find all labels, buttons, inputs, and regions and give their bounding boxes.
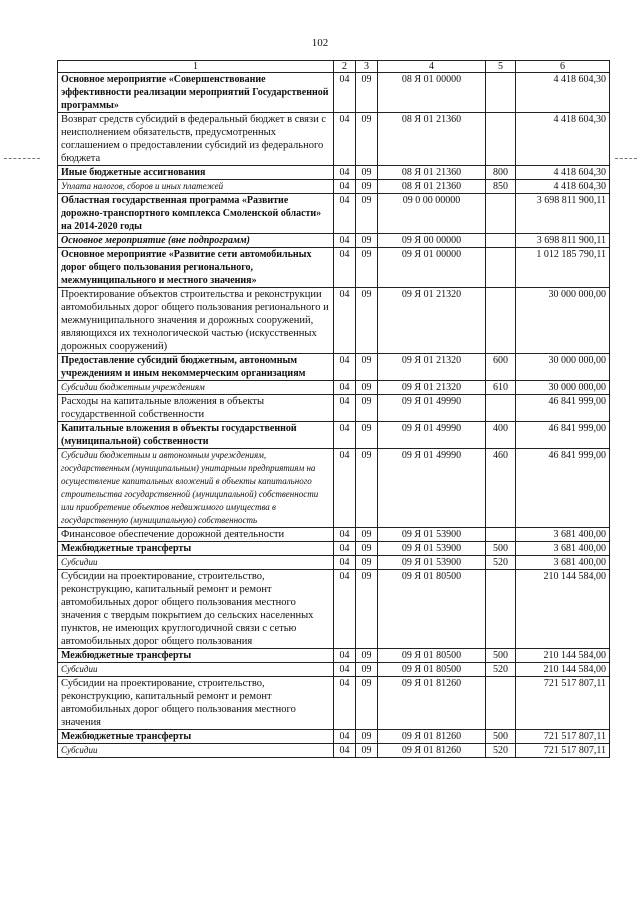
row-expense-type-cell [486,288,516,354]
row-target-code-cell: 09 Я 01 53900 [378,528,486,542]
row-subsection-cell: 09 [356,663,378,677]
left-edge-mark [4,158,40,159]
budget-table [57,60,610,758]
row-target-code-cell: 08 Я 01 21360 [378,180,486,194]
row-subsection-cell: 09 [356,234,378,248]
row-section-cell: 04 [334,194,356,234]
row-amount-cell: 30 000 000,00 [516,381,610,395]
table-row [58,663,610,677]
row-target-code-cell: 09 Я 01 21320 [378,354,486,381]
row-subsection-cell: 09 [356,570,378,649]
row-subsection-cell: 09 [356,113,378,166]
table-row [58,542,610,556]
row-target-code-cell: 09 Я 01 00000 [378,248,486,288]
row-target-code-cell: 09 Я 01 49990 [378,395,486,422]
row-section-cell: 04 [334,113,356,166]
row-amount-cell: 46 841 999,00 [516,449,610,528]
row-section-cell: 04 [334,248,356,288]
table-header-row [58,61,610,73]
row-name-cell: Расходы на капитальные вложения в объекты государственной собственности [58,395,334,422]
row-amount-cell: 210 144 584,00 [516,663,610,677]
row-section-cell: 04 [334,744,356,758]
row-target-code-cell: 09 Я 01 53900 [378,556,486,570]
row-name-cell: Основное мероприятие «Развитие сети автомобильных дорог общего пользования регионального, межмуниципального и местного значения» [58,248,334,288]
row-name-cell: Межбюджетные трансферты [58,730,334,744]
row-section-cell: 04 [334,166,356,180]
row-amount-cell: 3 681 400,00 [516,542,610,556]
header-cell: 1 [58,61,334,73]
table-row [58,354,610,381]
table-row [58,288,610,354]
row-subsection-cell: 09 [356,449,378,528]
row-name-cell: Областная государственная программа «Развитие дорожно-транспортного комплекса Смоленской области» на 2014-2020 годы [58,194,334,234]
row-name-cell: Субсидии на проектирование, строительство, реконструкцию, капитальный ремонт и ремонт автомобильных дорог общего пользования местного значения [58,677,334,730]
row-target-code-cell: 09 0 00 00000 [378,194,486,234]
row-target-code-cell: 09 Я 01 80500 [378,649,486,663]
row-expense-type-cell: 500 [486,542,516,556]
table-row [58,180,610,194]
row-subsection-cell: 09 [356,422,378,449]
table-row [58,744,610,758]
row-amount-cell: 1 012 185 790,11 [516,248,610,288]
row-amount-cell: 46 841 999,00 [516,422,610,449]
row-name-cell: Субсидии [58,744,334,758]
row-section-cell: 04 [334,234,356,248]
page-number: 102 [311,37,329,49]
table-row [58,73,610,113]
row-subsection-cell: 09 [356,730,378,744]
row-amount-cell: 210 144 584,00 [516,649,610,663]
row-subsection-cell: 09 [356,381,378,395]
row-target-code-cell: 09 Я 01 49990 [378,422,486,449]
table-row [58,395,610,422]
table-row [58,649,610,663]
table-row [58,234,610,248]
row-amount-cell: 4 418 604,30 [516,166,610,180]
row-expense-type-cell: 520 [486,556,516,570]
row-expense-type-cell [486,113,516,166]
row-amount-cell: 3 698 811 900,11 [516,234,610,248]
row-target-code-cell: 09 Я 01 53900 [378,542,486,556]
row-target-code-cell: 08 Я 01 21360 [378,113,486,166]
row-amount-cell: 30 000 000,00 [516,354,610,381]
row-expense-type-cell: 460 [486,449,516,528]
row-name-cell: Иные бюджетные ассигнования [58,166,334,180]
row-target-code-cell: 08 Я 01 21360 [378,166,486,180]
row-amount-cell: 4 418 604,30 [516,113,610,166]
row-name-cell: Финансовое обеспечение дорожной деятельности [58,528,334,542]
row-amount-cell: 3 681 400,00 [516,528,610,542]
table-row [58,194,610,234]
row-subsection-cell: 09 [356,649,378,663]
table-row [58,381,610,395]
table-row [58,570,610,649]
header-cell: 2 [334,61,356,73]
row-expense-type-cell: 400 [486,422,516,449]
header-cell: 4 [378,61,486,73]
row-expense-type-cell [486,570,516,649]
row-target-code-cell: 09 Я 01 21320 [378,381,486,395]
table-row [58,677,610,730]
row-subsection-cell: 09 [356,180,378,194]
row-section-cell: 04 [334,556,356,570]
row-section-cell: 04 [334,663,356,677]
row-subsection-cell: 09 [356,542,378,556]
row-section-cell: 04 [334,288,356,354]
row-expense-type-cell: 520 [486,744,516,758]
header-cell: 5 [486,61,516,73]
row-subsection-cell: 09 [356,166,378,180]
row-expense-type-cell: 800 [486,166,516,180]
row-expense-type-cell [486,234,516,248]
table-row [58,528,610,542]
row-name-cell: Капитальные вложения в объекты государственной (муниципальной) собственности [58,422,334,449]
row-subsection-cell: 09 [356,395,378,422]
row-target-code-cell: 09 Я 01 49990 [378,449,486,528]
row-subsection-cell: 09 [356,73,378,113]
row-name-cell: Субсидии [58,556,334,570]
row-target-code-cell: 09 Я 00 00000 [378,234,486,248]
row-target-code-cell: 09 Я 01 80500 [378,663,486,677]
row-name-cell: Субсидии [58,663,334,677]
row-section-cell: 04 [334,395,356,422]
row-section-cell: 04 [334,730,356,744]
header-cell: 6 [516,61,610,73]
row-section-cell: 04 [334,570,356,649]
row-subsection-cell: 09 [356,194,378,234]
row-name-cell: Межбюджетные трансферты [58,542,334,556]
row-amount-cell: 721 517 807,11 [516,744,610,758]
table-body [58,73,610,758]
row-section-cell: 04 [334,180,356,194]
row-target-code-cell: 09 Я 01 21320 [378,288,486,354]
row-section-cell: 04 [334,354,356,381]
row-expense-type-cell: 500 [486,730,516,744]
row-expense-type-cell [486,73,516,113]
row-amount-cell: 721 517 807,11 [516,677,610,730]
row-expense-type-cell [486,248,516,288]
table-row [58,449,610,528]
row-amount-cell: 46 841 999,00 [516,395,610,422]
row-expense-type-cell: 520 [486,663,516,677]
row-expense-type-cell [486,395,516,422]
row-name-cell: Субсидии бюджетным и автономным учреждениям, государственным (муниципальным) унитарным предприятиям на осуществление капитальных вложений в объекты капитального строительства государственной (муниципальной) собственности или приобретение объектов недвижимого имущества в государственную (муниципальную) собственность [58,449,334,528]
row-target-code-cell: 09 Я 01 80500 [378,570,486,649]
table-row [58,556,610,570]
row-section-cell: 04 [334,73,356,113]
row-section-cell: 04 [334,528,356,542]
row-subsection-cell: 09 [356,556,378,570]
row-expense-type-cell: 500 [486,649,516,663]
row-target-code-cell: 08 Я 01 00000 [378,73,486,113]
table-row [58,113,610,166]
row-expense-type-cell: 610 [486,381,516,395]
row-subsection-cell: 09 [356,354,378,381]
row-target-code-cell: 09 Я 01 81260 [378,744,486,758]
row-target-code-cell: 09 Я 01 81260 [378,677,486,730]
row-expense-type-cell [486,528,516,542]
row-section-cell: 04 [334,449,356,528]
row-name-cell: Субсидии на проектирование, строительство, реконструкцию, капитальный ремонт и ремонт автомобильных дорог общего пользования местного значения с твердым покрытием до сельских населенных пунктов, не имеющих круглогодичной связи с сетью автомобильных дорог общего пользования [58,570,334,649]
table-row [58,166,610,180]
row-expense-type-cell: 850 [486,180,516,194]
row-name-cell: Межбюджетные трансферты [58,649,334,663]
header-cell: 3 [356,61,378,73]
row-amount-cell: 3 681 400,00 [516,556,610,570]
row-subsection-cell: 09 [356,288,378,354]
row-target-code-cell: 09 Я 01 81260 [378,730,486,744]
row-amount-cell: 4 418 604,30 [516,73,610,113]
row-subsection-cell: 09 [356,248,378,288]
row-amount-cell: 210 144 584,00 [516,570,610,649]
row-name-cell: Предоставление субсидий бюджетным, автономным учреждениям и иным некоммерческим организациям [58,354,334,381]
row-section-cell: 04 [334,542,356,556]
row-amount-cell: 4 418 604,30 [516,180,610,194]
right-edge-mark [615,158,637,159]
row-name-cell: Возврат средств субсидий в федеральный бюджет в связи с неисполнением обязательств, предусмотренных соглашением о предоставлении субсидий из федерального бюджета [58,113,334,166]
row-expense-type-cell: 600 [486,354,516,381]
row-subsection-cell: 09 [356,528,378,542]
row-name-cell: Основное мероприятие (вне подпрограмм) [58,234,334,248]
row-section-cell: 04 [334,381,356,395]
table-row [58,422,610,449]
row-amount-cell: 721 517 807,11 [516,730,610,744]
row-subsection-cell: 09 [356,677,378,730]
row-subsection-cell: 09 [356,744,378,758]
row-expense-type-cell [486,677,516,730]
row-name-cell: Субсидии бюджетным учреждениям [58,381,334,395]
row-amount-cell: 30 000 000,00 [516,288,610,354]
table-row [58,730,610,744]
row-name-cell: Проектирование объектов строительства и реконструкции автомобильных дорог общего пользования регионального и межмуниципального значения и дорожных сооружений, являющихся их технологической частью (искусственных дорожных сооружений) [58,288,334,354]
row-expense-type-cell [486,194,516,234]
row-section-cell: 04 [334,422,356,449]
row-name-cell: Уплата налогов, сборов и иных платежей [58,180,334,194]
row-name-cell: Основное мероприятие «Совершенствование эффективности реализации мероприятий Государственной программы» [58,73,334,113]
row-amount-cell: 3 698 811 900,11 [516,194,610,234]
row-section-cell: 04 [334,649,356,663]
table-row [58,248,610,288]
row-section-cell: 04 [334,677,356,730]
